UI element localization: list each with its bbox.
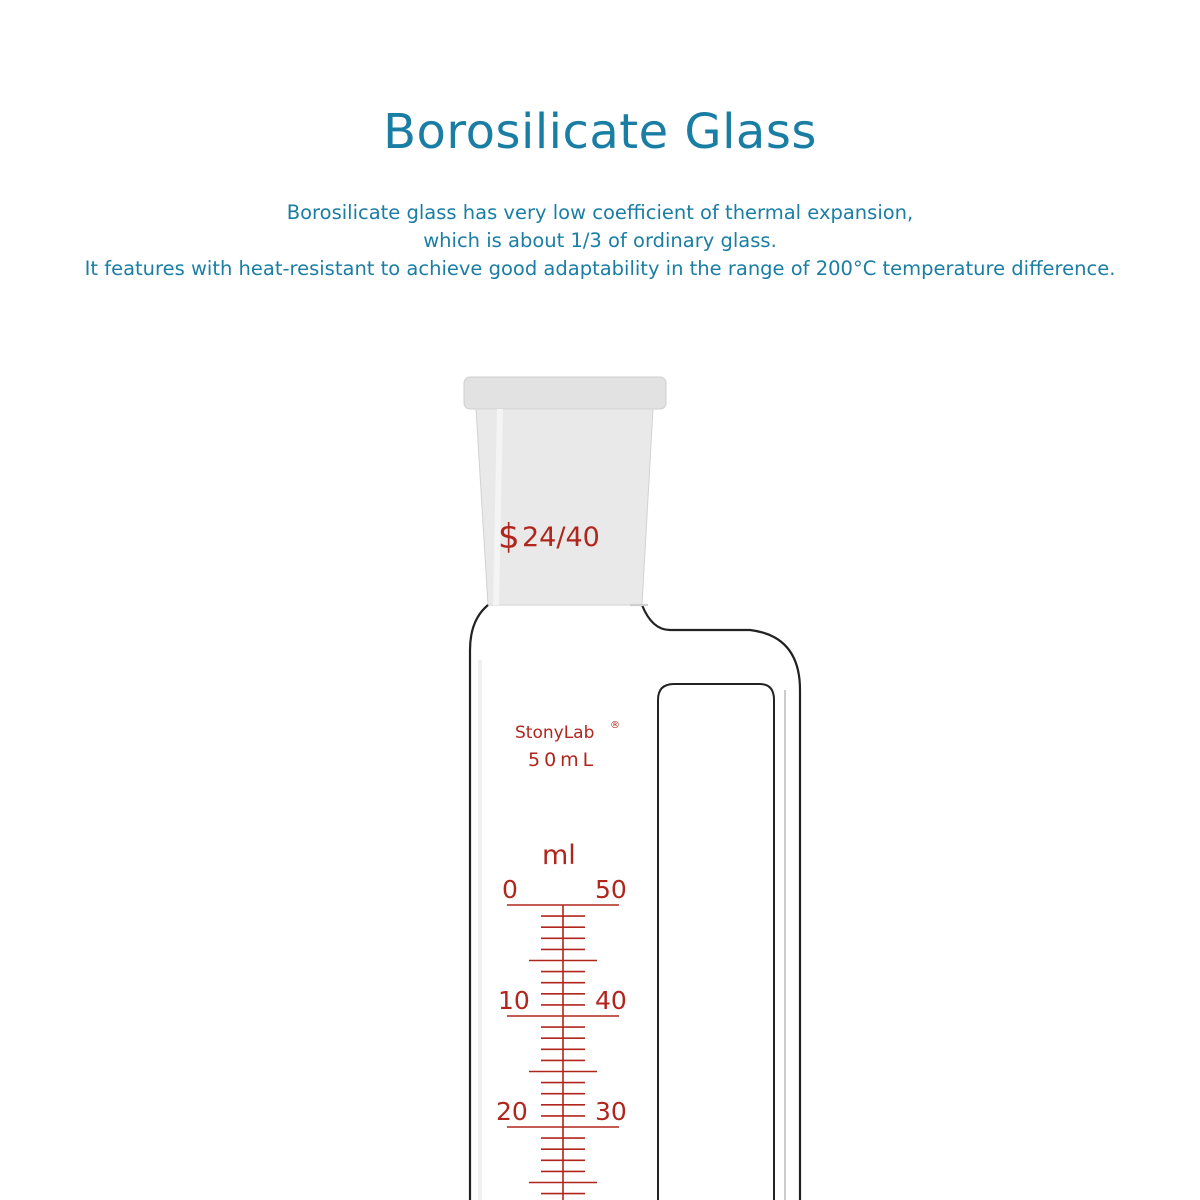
description-line-3: It features with heat-resistant to achieve good adaptability in the range of 200°C temperature difference. — [84, 257, 1116, 280]
brand-registered-mark: ® — [610, 720, 620, 731]
description-line-2: which is about 1/3 of ordinary glass. — [423, 229, 777, 252]
scale-left-20: 20 — [496, 1097, 528, 1126]
joint-symbol: $ — [498, 517, 520, 557]
ground-glass-joint — [464, 377, 666, 605]
description-line-1: Borosilicate glass has very low coefficient of thermal expansion, — [286, 201, 914, 224]
joint-size: 24/40 — [522, 522, 600, 553]
scale-right-30: 30 — [595, 1097, 627, 1126]
scale-left-0: 0 — [502, 875, 518, 904]
scale-left-10: 10 — [498, 986, 530, 1015]
scale-right-50: 50 — [595, 875, 627, 904]
side-arm — [658, 684, 785, 1200]
unit-label: ml — [542, 840, 576, 871]
capacity-label: 50mL — [528, 749, 598, 771]
graduation-scale — [507, 905, 619, 1200]
page-title: Borosilicate Glass — [383, 104, 817, 160]
scale-right-40: 40 — [595, 986, 627, 1015]
brand-name: StonyLab — [515, 723, 595, 743]
